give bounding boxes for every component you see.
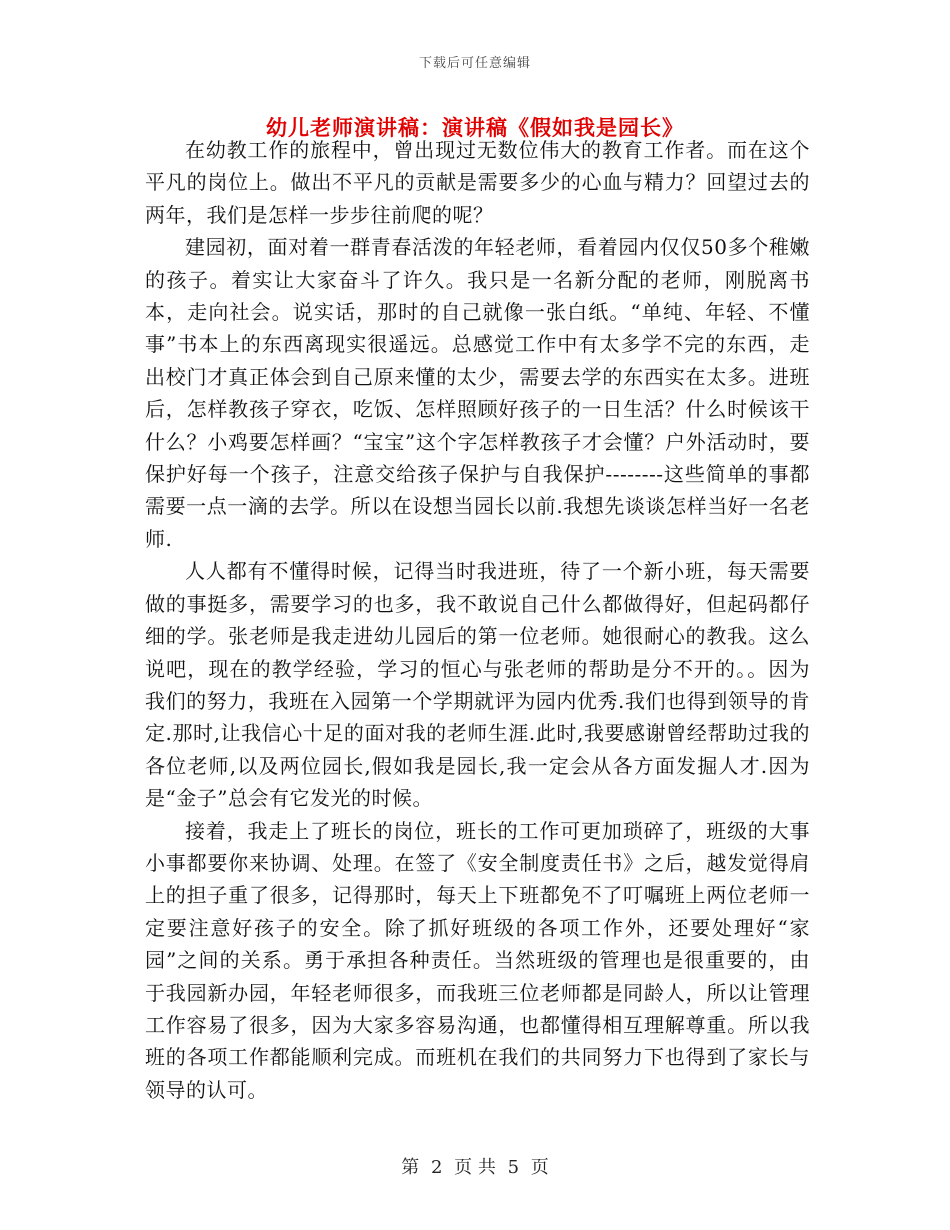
paragraph-3: 人人都有不懂得时候，记得当时我进班，待了一个新小班，每天需要做的事挺多，需要学习的也多，我不敢说自己什么都做得好，但起码都仔细的学。张老师是我走进幼儿园后的第一位老师。她很耐心的教我。这么说吧，现在的教学经验，学习的恒心与张老师的帮助是分不开的。。因为我们的努力，我班在入园第一个学期就评为园内优秀.我们也得到领导的肯定.那时,让我信心十足的面对我的老师生涯.此时,我要感谢曾经帮助过我的各位老师,以及两位园长,假如我是园长,我一定会从各方面发掘人才.因为是“金子”总会有它发光的时候。 — [145, 559, 810, 811]
header-note: 下载后可任意编辑 — [418, 56, 531, 71]
document-body — [145, 134, 810, 1106]
paragraph-4: 接着，我走上了班长的岗位，班长的工作可更加琐碎了，班级的大事小事都要你来协调、处理。在签了《安全制度责任书》之后，越发觉得肩上的担子重了很多，记得那时，每天上下班都免不了叮嘱班上两位老师一定要注意好孩子的安全。除了抓好班级的各项工作外，还要处理好“家园”之间的关系。勇于承担各种责任。当然班级的管理也是很重要的，由于我园新办园，年轻老师很多，而我班三位老师都是同龄人，所以让管理工作容易了很多，因为大家多容易沟通，也都懂得相互理解尊重。所以我班的各项工作都能顺利完成。而班机在我们的共同努力下也得到了家长与领导的认可。 — [145, 818, 810, 1102]
page-footer — [0, 1153, 950, 1179]
document-title: 幼儿老师演讲稿：演讲稿《假如我是园长》 — [266, 116, 684, 140]
paragraph-1: 在幼教工作的旅程中，曾出现过无数位伟大的教育工作者。而在这个平凡的岗位上。做出不平凡的贡献是需要多少的心血与精力？回望过去的两年，我们是怎样一步步往前爬的呢？ — [145, 138, 810, 227]
paragraph-2: 建园初，面对着一群青春活泼的年轻老师，看着园内仅仅50多个稚嫩的孩子。着实让大家奋斗了许久。我只是一名新分配的老师，刚脱离书本，走向社会。说实话，那时的自己就像一张白纸。“单纯、年轻、不懂事”书本上的东西离现实很遥远。总感觉工作中有太多学不完的东西，走出校门才真正体会到自己原来懂的太少，需要去学的东西实在太多。进班后，怎样教孩子穿衣，吃饭、怎样照顾好孩子的一日生活？什么时候该干什么？小鸡要怎样画？“宝宝”这个字怎样教孩子才会懂？户外活动时，要保护好每一个孩子，注意交给孩子保护与自我保护--------这些简单的事都需要一点一滴的去学。所以在设想当园长以前.我想先谈谈怎样当好一名老师. — [145, 235, 810, 551]
footer-total-pages: 5 — [507, 1157, 520, 1178]
footer-current-page: 2 — [430, 1157, 443, 1178]
footer-mid: 页 共 — [454, 1157, 496, 1178]
footer-suffix: 页 — [530, 1157, 549, 1178]
footer-prefix: 第 — [401, 1157, 420, 1178]
